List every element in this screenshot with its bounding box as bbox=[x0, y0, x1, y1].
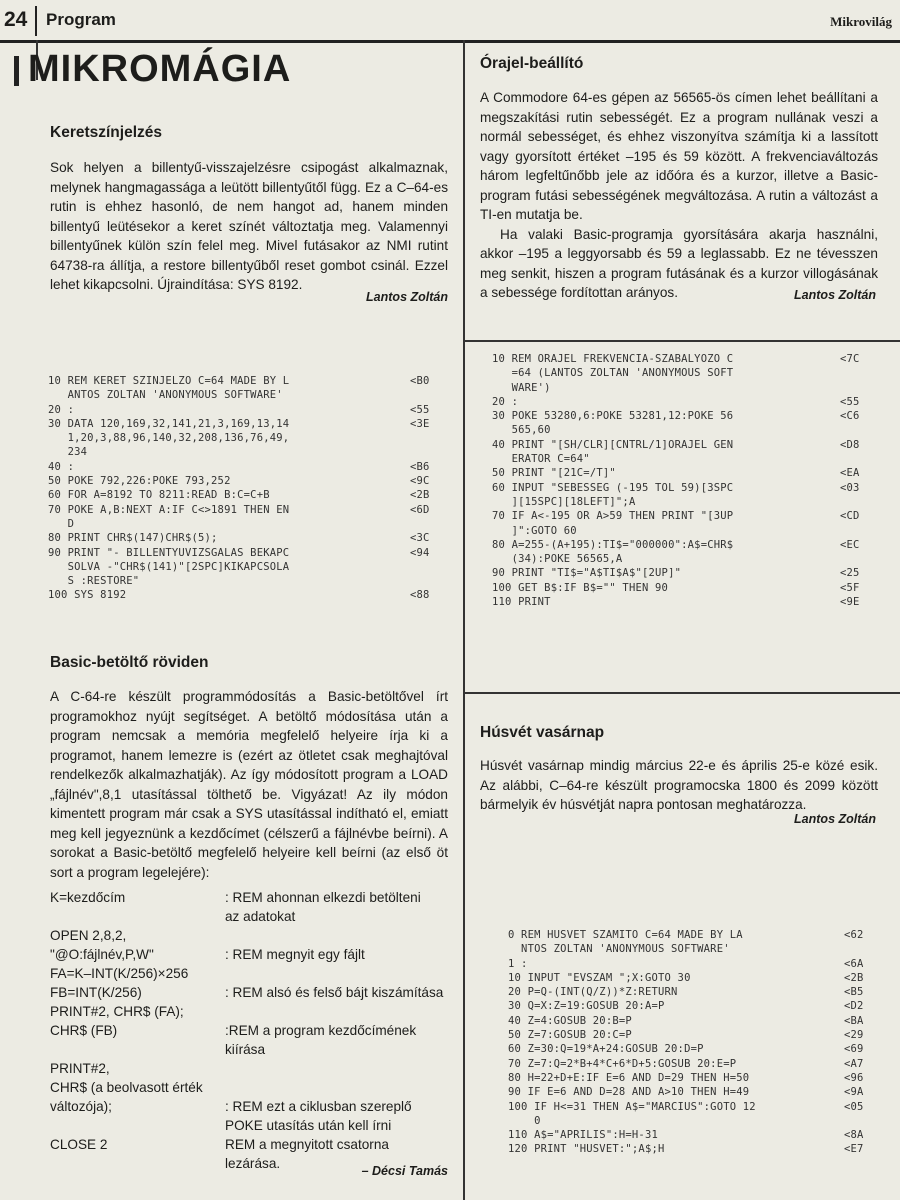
listing-code: 110 A$="APRILIS":H=H-31 bbox=[508, 1129, 658, 1142]
listing-code: 100 SYS 8192 bbox=[48, 589, 127, 602]
listing-line bbox=[492, 352, 878, 395]
listing-code: 20 : bbox=[492, 395, 519, 408]
listing-code: 110 PRINT bbox=[492, 596, 551, 609]
listing-checksum: <8A bbox=[844, 1129, 864, 1142]
section-divider-right-2 bbox=[463, 692, 900, 694]
listing-code: 70 POKE A,B:NEXT A:IF C<>1891 THEN EN D bbox=[48, 503, 290, 530]
listing-line bbox=[508, 1142, 882, 1156]
listing-checksum: <88 bbox=[410, 589, 430, 602]
orajel-paragraph-1: A Commodore 64-es gépen az 56565-ös címen lehet beállítani a megszakítási rutin sebességét. Ez a program nullának veszi a normál sebességet, és ehhez viszonyítva számítja ki a lassított vagy gyorsított értéket –195 és 59 között. A frekvenciaváltozás három legfeltűnőbb jele az időóra és a kurzor, illetve a Basic-program futási sebességének megváltozása. A rutin a változást a TI-en mutatja be. bbox=[480, 90, 878, 222]
rem-row bbox=[50, 1021, 450, 1059]
rem-code: CLOSE 2 bbox=[50, 1137, 108, 1152]
listing-code: 10 REM KERET SZINJELZO C=64 MADE BY L ANTOS ZOLTAN 'ANONYMOUS SOFTWARE' bbox=[48, 375, 290, 402]
listing-line bbox=[492, 438, 878, 467]
rem-comment: REM a megnyitott csatorna lezárása. bbox=[225, 1137, 389, 1171]
listing-line bbox=[508, 957, 882, 971]
rem-comment: :REM a program kezdőcímének kiírása bbox=[225, 1023, 417, 1057]
column-divider bbox=[463, 40, 465, 1200]
listing-checksum: <A7 bbox=[844, 1057, 864, 1070]
listing-checksum: <62 bbox=[844, 929, 864, 941]
listing-line bbox=[492, 595, 878, 609]
listing-line bbox=[48, 531, 448, 545]
header-divider bbox=[35, 6, 37, 36]
rem-code: PRINT#2, CHR$ (a beolvasott érték változója); bbox=[50, 1061, 203, 1114]
listing-checksum: <96 bbox=[844, 1071, 864, 1084]
listing-line bbox=[48, 488, 448, 502]
listing-checksum: <3E bbox=[410, 417, 430, 430]
listing-checksum: <03 bbox=[840, 481, 860, 494]
listing-line bbox=[492, 481, 878, 510]
rem-comment: : REM ahonnan elkezdi betölteni az adatokat bbox=[225, 890, 421, 924]
listing-code: 1 : bbox=[508, 957, 528, 970]
listing-code: 50 PRINT "[21C=/T]" bbox=[492, 467, 616, 480]
listing-line bbox=[492, 566, 878, 580]
listing-code: 60 Z=30:Q=19*A+24:GOSUB 20:D=P bbox=[508, 1043, 704, 1056]
husvet-body bbox=[480, 756, 878, 815]
listing-code: 10 REM ORAJEL FREKVENCIA-SZABALYOZO C =64 (LANTOS ZOLTAN 'ANONYMOUS SOFT WARE') bbox=[492, 353, 734, 394]
basic-betolto-author: – Décsi Tamás bbox=[361, 1164, 448, 1178]
rem-comment: : REM alsó és felső bájt kiszámítása bbox=[225, 985, 444, 1000]
listing-checksum: <C6 bbox=[840, 410, 860, 423]
listing-code: 80 H=22+D+E:IF E=6 AND D=29 THEN H=50 bbox=[508, 1071, 750, 1084]
orajel-body bbox=[480, 88, 878, 303]
listing-line bbox=[48, 403, 448, 417]
listing-checksum: <9C bbox=[410, 475, 430, 488]
husvet-paragraph: Húsvét vasárnap mindig március 22-e és április 25-e közé esik. Az alábbi, C–64-re készült programocska 1800 és 2099 között bármelyik év húsvétját napra pontosan meghatározza. bbox=[480, 758, 878, 812]
listing-code: 100 GET B$:IF B$="" THEN 90 bbox=[492, 581, 669, 594]
listing-code: 90 PRINT "TI$="A$TI$A$"[2UP]" bbox=[492, 567, 682, 580]
listing-checksum: <6D bbox=[410, 503, 430, 516]
basic-betolto-paragraph: A C-64-re készült programmódosítás a Basic-betöltővel írt programokhoz nyújt segítséget. A betöltő módosítása után a program nemcsak a memória megfelelő helyeire írja ki a programot, hanem lemezre is (ezért az ötletet csak meghajtóval rendelkezők alkalmazhatják). Az így módosított program a LOAD „fájlnév",8,1 utasítással tölthető be. Vigyázat! Az ily módon kimentett program már csak a SYS utasítással indítható el, emiatt meg kell jegyeznünk a kezdőcímet (célszerű a fájlnévbe beírni). A sorokat a Basic-betöltő megfelelő helyeire kell beírni (az első öt sort a program legelejére): bbox=[50, 689, 448, 880]
basic-betolto-rem-table bbox=[50, 888, 450, 1173]
listing-checksum: <9E bbox=[840, 596, 860, 609]
listing-checksum: <2B bbox=[844, 971, 864, 984]
page-header bbox=[0, 0, 900, 43]
listing-checksum: <55 bbox=[410, 403, 430, 416]
rem-code: CHR$ (FB) bbox=[50, 1023, 118, 1038]
listing-line bbox=[48, 374, 448, 403]
listing-checksum: <94 bbox=[410, 546, 430, 559]
listing-checksum: <3C bbox=[410, 532, 430, 545]
section-divider-right-1 bbox=[463, 340, 900, 342]
listing-checksum: <CD bbox=[840, 510, 860, 523]
listing-checksum: <EC bbox=[840, 538, 860, 551]
listing-line bbox=[508, 1085, 882, 1099]
husvet-author: Lantos Zoltán bbox=[794, 812, 876, 826]
column-title: MIKROMÁGIA bbox=[28, 48, 292, 90]
rem-row bbox=[50, 926, 450, 964]
listing-line bbox=[48, 417, 448, 460]
listing-line bbox=[508, 1042, 882, 1056]
listing-line bbox=[508, 1100, 882, 1129]
listing-line bbox=[508, 971, 882, 985]
rem-row bbox=[50, 1002, 450, 1021]
listing-checksum: <B0 bbox=[410, 375, 430, 387]
rem-row bbox=[50, 888, 450, 926]
listing-code: 30 POKE 53280,6:POKE 53281,12:POKE 56 565,60 bbox=[492, 410, 734, 437]
listing-line bbox=[508, 1071, 882, 1085]
rem-row bbox=[50, 983, 450, 1002]
husvet-title: Húsvét vasárnap bbox=[480, 724, 605, 741]
rem-row bbox=[50, 1059, 450, 1135]
rem-code: FB=INT(K/256) bbox=[50, 985, 142, 1000]
listing-checksum: <05 bbox=[844, 1100, 864, 1113]
listing-code: 60 FOR A=8192 TO 8211:READ B:C=C+B bbox=[48, 489, 270, 502]
listing-checksum: <BA bbox=[844, 1014, 864, 1027]
rem-comment bbox=[225, 1002, 450, 1021]
listing-line bbox=[48, 474, 448, 488]
listing-code: 10 INPUT "EVSZAM ";X:GOTO 30 bbox=[508, 971, 691, 984]
listing-checksum: <5F bbox=[840, 581, 860, 594]
listing-checksum: <7C bbox=[840, 353, 860, 365]
listing-line bbox=[508, 1057, 882, 1071]
rem-comment: : REM megnyit egy fájlt bbox=[225, 947, 365, 962]
keretszin-author: Lantos Zoltán bbox=[366, 290, 448, 304]
listing-line bbox=[48, 503, 448, 532]
listing-code: 80 A=255-(A+195):TI$="000000":A$=CHR$ (34):POKE 56565,A bbox=[492, 538, 734, 566]
rem-comment bbox=[225, 964, 450, 983]
listing-checksum: <D2 bbox=[844, 1000, 864, 1013]
title-bar-mark bbox=[14, 56, 19, 86]
listing-code: 60 INPUT "SEBESSEG (-195 TOL 59)[3SPC ][15SPC][18LEFT]";A bbox=[492, 481, 734, 508]
listing-checksum: <EA bbox=[840, 467, 860, 480]
listing-line bbox=[508, 928, 882, 957]
listing-line bbox=[492, 395, 878, 409]
listing-line bbox=[508, 999, 882, 1013]
listing-checksum: <55 bbox=[840, 395, 860, 408]
orajel-paragraph-2: Ha valaki Basic-programja gyorsítására akarja használni, akkor –195 a leggyorsabb és 59 a leglassabb. Ez ne tévesszen meg senkit, hiszen a program futásának és a kurzor villogásának a sebessége fordítottan arányos. bbox=[480, 226, 878, 300]
listing-checksum: <69 bbox=[844, 1043, 864, 1056]
listing-code: 20 : bbox=[48, 403, 75, 416]
listing-checksum: <6A bbox=[844, 957, 864, 970]
keretszin-title: Keretszínjelzés bbox=[50, 124, 162, 141]
listing-line bbox=[48, 460, 448, 474]
listing-code: 30 Q=X:Z=19:GOSUB 20:A=P bbox=[508, 1000, 665, 1013]
rem-comment: : REM ezt a ciklusban szereplő POKE utasítás után kell írni bbox=[225, 1099, 412, 1133]
listing-code: 40 Z=4:GOSUB 20:B=P bbox=[508, 1014, 632, 1027]
husvet-listing bbox=[508, 928, 882, 1157]
listing-code: 90 IF E=6 AND D=28 AND A>10 THEN H=49 bbox=[508, 1086, 750, 1099]
listing-checksum: <D8 bbox=[840, 438, 860, 451]
page-number: 24 bbox=[4, 8, 28, 31]
listing-code: 50 Z=7:GOSUB 20:C=P bbox=[508, 1029, 632, 1042]
basic-betolto-body bbox=[50, 687, 448, 882]
listing-code: 80 PRINT CHR$(147)CHR$(5); bbox=[48, 532, 218, 545]
basic-betolto-title: Basic-betöltő röviden bbox=[50, 654, 209, 671]
rem-code: OPEN 2,8,2, "@O:fájlnév,P,W" bbox=[50, 928, 154, 962]
listing-checksum: <B5 bbox=[844, 986, 864, 999]
listing-line bbox=[508, 985, 882, 999]
listing-code: 40 PRINT "[SH/CLR][CNTRL/1]ORAJEL GEN ERATOR C=64" bbox=[492, 438, 734, 466]
listing-line bbox=[508, 1014, 882, 1028]
listing-line bbox=[48, 546, 448, 589]
listing-line bbox=[508, 1028, 882, 1042]
listing-code: 70 Z=7:Q=2*B+4*C+6*D+5:GOSUB 20:E=P bbox=[508, 1057, 737, 1070]
listing-checksum: <29 bbox=[844, 1029, 864, 1042]
section-name: Program bbox=[46, 10, 116, 29]
listing-code: 120 PRINT "HUSVET:";A$;H bbox=[508, 1143, 665, 1156]
listing-code: 70 IF A<-195 OR A>59 THEN PRINT "[3UP ]":GOTO 60 bbox=[492, 510, 734, 537]
keretszin-body bbox=[50, 158, 448, 295]
listing-code: 0 REM HUSVET SZAMITO C=64 MADE BY LA NTOS ZOLTAN 'ANONYMOUS SOFTWARE' bbox=[508, 929, 743, 956]
orajel-listing bbox=[492, 352, 878, 609]
rem-code: K=kezdőcím bbox=[50, 890, 126, 905]
magazine-name: Mikrovilág bbox=[830, 14, 892, 29]
keretszin-listing bbox=[48, 374, 448, 603]
rem-code: PRINT#2, CHR$ (FA); bbox=[50, 1004, 184, 1019]
listing-line bbox=[492, 581, 878, 595]
listing-checksum: <E7 bbox=[844, 1143, 864, 1156]
keretszin-paragraph: Sok helyen a billentyű-visszajelzésre csipogást alkalmaznak, melynek hangmagassága a leütött billentyűtől függ. Ez a C–64-es rutin is ehhez hasonló, de nem hangot ad, hanem minden billentyű leütésekor a keret színét változtatja meg. Valamennyi billentyűnek külön szín felel meg. Mivel futásakor az NMI rutint 64738-ra állítja, a restore billentyűből reset gombot csinál. Ezzel lehet kikapcsolni. Újraindítása: SYS 8192. bbox=[50, 160, 448, 292]
listing-checksum: <25 bbox=[840, 567, 860, 580]
listing-line bbox=[492, 466, 878, 480]
listing-checksum: <B6 bbox=[410, 460, 430, 473]
listing-line bbox=[492, 538, 878, 567]
listing-code: 20 P=Q-(INT(Q/Z))*Z:RETURN bbox=[508, 986, 678, 999]
listing-checksum: <9A bbox=[844, 1086, 864, 1099]
listing-code: 30 DATA 120,169,32,141,21,3,169,13,14 1,20,3,88,96,140,32,208,136,76,49, 234 bbox=[48, 417, 290, 459]
listing-line bbox=[492, 409, 878, 438]
listing-line bbox=[48, 588, 448, 602]
listing-code: 40 : bbox=[48, 460, 75, 473]
orajel-author: Lantos Zoltán bbox=[794, 288, 876, 302]
listing-code: 100 IF H<=31 THEN A$="MARCIUS":GOTO 12 0 bbox=[508, 1100, 756, 1127]
listing-line bbox=[492, 509, 878, 538]
listing-checksum: <2B bbox=[410, 489, 430, 502]
listing-code: 50 POKE 792,226:POKE 793,252 bbox=[48, 475, 231, 488]
rem-code: FA=K–INT(K/256)×256 bbox=[50, 966, 189, 981]
rem-row bbox=[50, 964, 450, 983]
orajel-title: Órajel-beállító bbox=[480, 55, 584, 72]
listing-line bbox=[508, 1128, 882, 1142]
listing-code: 90 PRINT "- BILLENTYUVIZSGALAS BEKAPC SOLVA -"CHR$(141)"[2SPC]KIKAPCSOLA S :RESTORE" bbox=[48, 546, 290, 588]
